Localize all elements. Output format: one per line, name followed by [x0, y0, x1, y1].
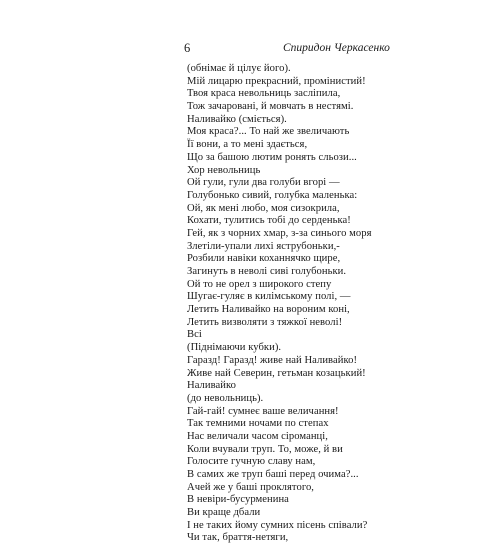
running-head: Спиридон Черкасенко	[283, 42, 390, 54]
verse-line: Злетіли-упали лихі яструбоньки,-	[187, 240, 340, 252]
verse-line: Ой гули, гули два голуби вгорі —	[187, 177, 340, 189]
verse-line: Летить визволяти з тяжкої неволі!	[187, 316, 343, 328]
verse-line: Голубонько сивий, голубка маленька:	[187, 189, 358, 201]
page-number: 6	[184, 41, 191, 55]
verse-line: В самих же труп баші перед очима?...	[187, 469, 359, 480]
speaker-name: Хор невольниць	[187, 164, 261, 176]
verse-line: Мій лицарю прекрасний, промінистий!	[187, 75, 366, 87]
verse-line: Голосите гучную славу нам,	[187, 456, 316, 468]
verse-line: Ачей же у баші проклятого,	[187, 481, 314, 493]
stage-direction: (Піднімаючи кубки).	[187, 342, 282, 354]
verse-line: І не таких йому сумних пісень співали?	[187, 519, 368, 531]
poem-body	[187, 63, 487, 545]
verse-line: Її вони, а то мені здається,	[187, 139, 308, 151]
page-header	[0, 40, 500, 58]
verse-line: Живе най Северин, гетьман козацький!	[187, 367, 366, 379]
verse-line: Розбили навіки коханнячко щире,	[187, 253, 341, 265]
verse-line: Ви краще дбали	[187, 507, 261, 519]
verse-line: Загинуть в неволі сиві голубоньки.	[187, 266, 347, 277]
verse-line: Так темними ночами по степах	[187, 418, 329, 430]
verse-line: Твоя краса невольниць засліпила,	[187, 88, 341, 100]
verse-line: Гаразд! Гаразд! живе най Наливайко!	[187, 354, 358, 366]
verse-line: Чи так, браття-нетяги,	[187, 532, 289, 544]
verse-line: Коли вчували труп. То, може, й ви	[187, 443, 343, 455]
verse-line: Летить Наливайко на вороним коні,	[187, 304, 350, 316]
verse-line: Нас величали часом сіроманці,	[187, 430, 328, 442]
verse-line: Ой, як мені любо, моя сизокрила,	[187, 202, 340, 214]
verse-line: Тож зачаровані, й мовчать в нестямі.	[187, 101, 354, 113]
speaker-line: Наливайко (сміється).	[187, 113, 287, 125]
stage-direction: (обнімає й цілує його).	[187, 63, 291, 74]
verse-line: Кохати, тулитись тобі до серденька!	[187, 215, 351, 227]
verse-line: Гей, як з чорних хмар, з-за синього моря	[187, 227, 372, 239]
speaker-name: Наливайко	[187, 380, 236, 392]
verse-line: Що за башою лютим ронять сльози...	[187, 151, 357, 163]
verse-line: В невіри-бусурменина	[187, 494, 289, 506]
verse-line: Ой то не орел з широкого степу	[187, 278, 332, 290]
verse-line: Моя краса?... То най же звеличають	[187, 126, 350, 138]
verse-line: Гай-гай! сумнеє ваше величання!	[187, 405, 339, 417]
stage-direction: (до невольниць).	[187, 392, 264, 404]
speaker-name: Всі	[187, 329, 202, 341]
verse-line: Шугає-гуляє в килімському полі, —	[187, 291, 351, 303]
